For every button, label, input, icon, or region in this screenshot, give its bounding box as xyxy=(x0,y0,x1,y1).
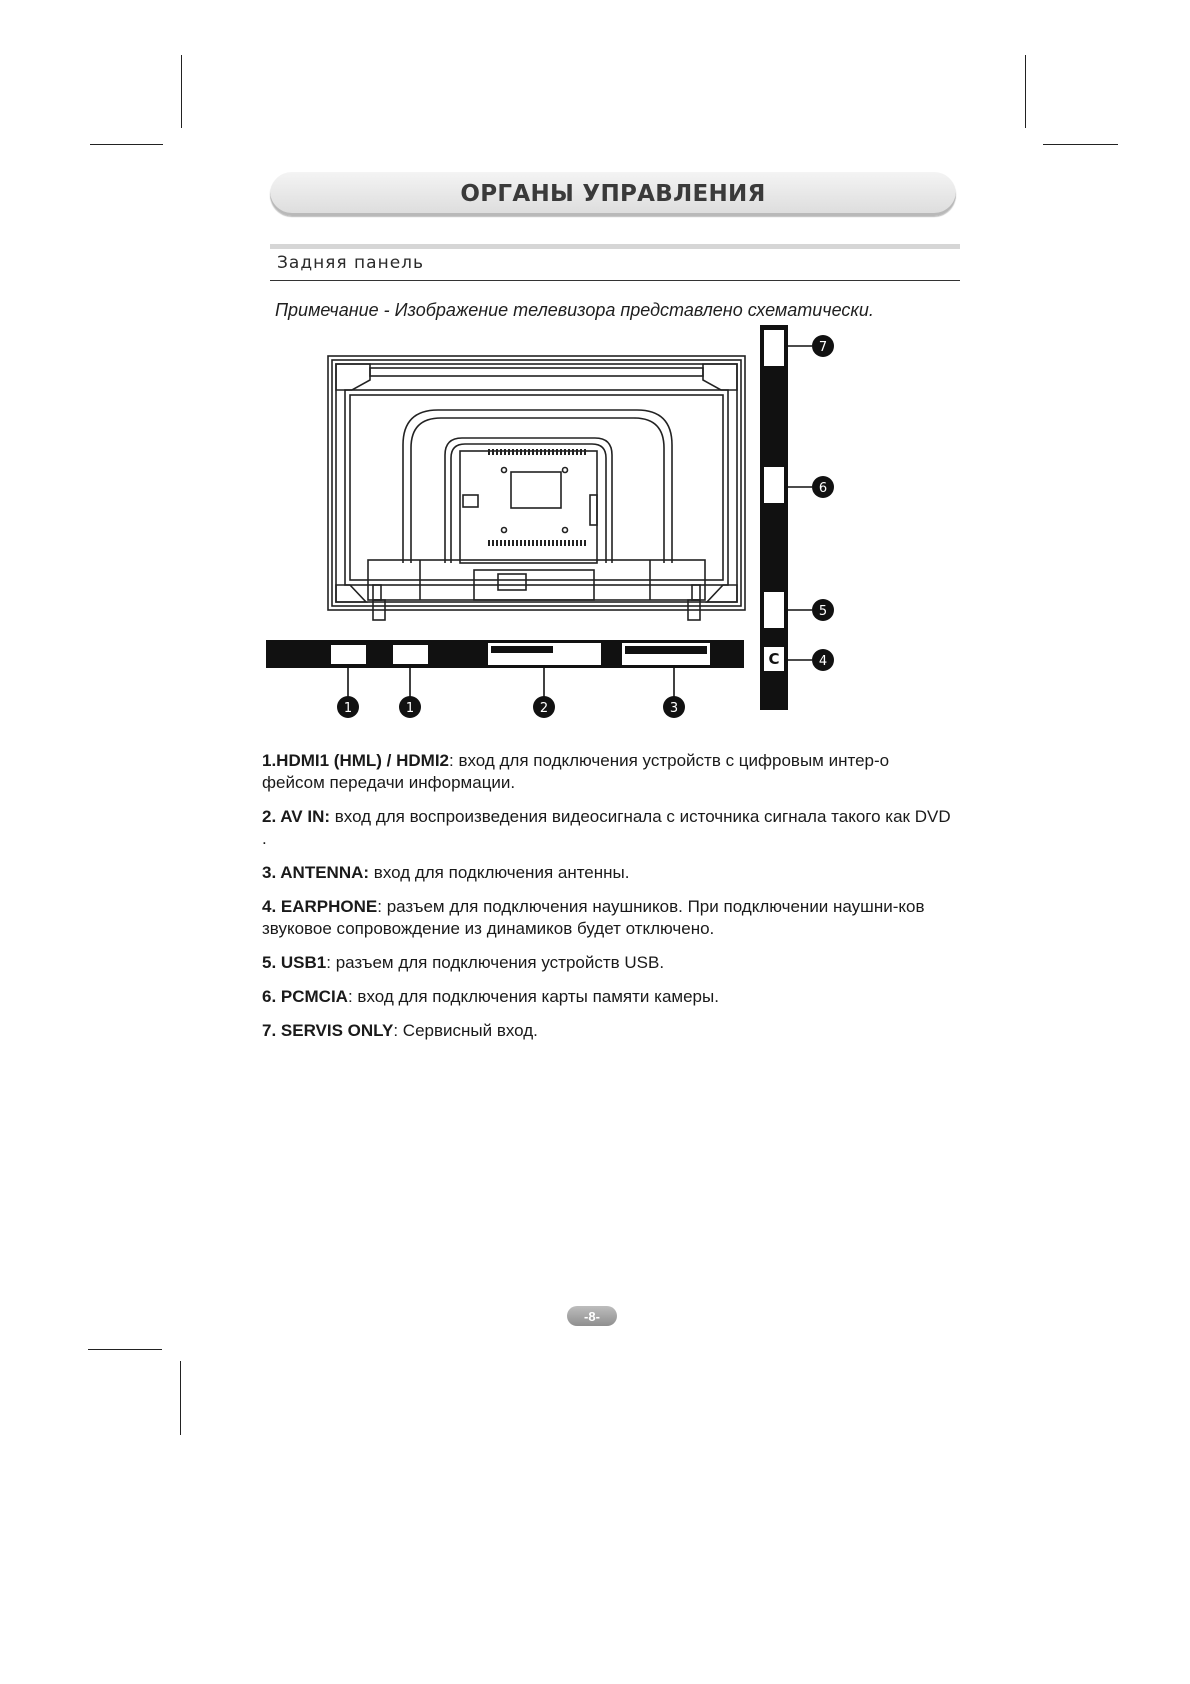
item-term: 1.HDMI1 (HML) / HDMI2 xyxy=(262,751,449,770)
page-title-bar xyxy=(270,172,956,216)
usb-port xyxy=(764,592,784,628)
note-text: Примечание - Изображение телевизора представлено схематически. xyxy=(275,300,874,320)
item-text: Сервисный вход. xyxy=(402,1021,538,1040)
crop-mark xyxy=(181,55,182,128)
list-item: 7. SERVIS ONLY: Сервисный вход. xyxy=(262,1021,538,1040)
item-text: вход для подключения антенны. xyxy=(373,863,630,882)
svg-text:C: C xyxy=(768,650,780,668)
item-term: 6. PCMCIA xyxy=(262,987,348,1006)
list-item: 5. USB1: разъем для подключения устройств USB. xyxy=(262,953,665,972)
crop-mark xyxy=(180,1361,181,1435)
callout-6 xyxy=(812,476,834,498)
list-item: 1.HDMI1 (HML) / HDMI2: вход для подключения устройств с цифровым интер-о фейсом передачи информации. xyxy=(262,751,890,792)
crop-mark xyxy=(90,144,163,145)
item-term: 3. ANTENNA: xyxy=(262,863,370,882)
list-item xyxy=(262,806,952,850)
crop-mark xyxy=(88,1349,162,1350)
crop-mark xyxy=(1025,55,1026,128)
svg-text:4: 4 xyxy=(818,654,828,669)
svg-text:2: 2 xyxy=(539,701,549,716)
item-term: 5. USB1 xyxy=(262,953,327,972)
service-port xyxy=(764,330,784,366)
svg-text:5: 5 xyxy=(818,604,828,619)
tv-rear-diagram xyxy=(255,320,865,730)
hdmi2-port xyxy=(393,645,428,664)
svg-text:7: 7 xyxy=(818,340,828,355)
hdmi1-port xyxy=(331,645,366,664)
section-underline xyxy=(270,280,960,281)
callout-1b xyxy=(399,696,421,718)
page-number: -8- xyxy=(567,1306,617,1326)
list-item: 6. PCMCIA: вход для подключения карты памяти камеры. xyxy=(262,987,719,1006)
section-title: Задняя панель xyxy=(277,253,425,273)
item-text: разъем для подключения наушников. При подключении наушни-ков звуковое сопровождение из динамиков будет отключено. xyxy=(262,897,925,938)
svg-text:1: 1 xyxy=(343,701,353,716)
callout-3 xyxy=(663,696,685,718)
item-term: 7. SERVIS ONLY xyxy=(262,1021,394,1040)
item-text: вход для подключения карты памяти камеры. xyxy=(357,987,719,1006)
list-item: 4. EARPHONE: разъем для подключения наушников. При подключении наушни-ков звуковое сопровождение из динамиков будет отключено. xyxy=(262,897,925,938)
tv-body-outline xyxy=(328,356,745,610)
section-divider xyxy=(270,244,960,249)
pcmcia-port xyxy=(764,467,784,503)
connector-descriptions xyxy=(262,750,952,1054)
callout-2 xyxy=(533,696,555,718)
svg-text:3: 3 xyxy=(669,701,679,716)
item-text: вход для подключения устройств с цифровым интер-о фейсом передачи информации. xyxy=(262,751,890,792)
item-text: разъем для подключения устройств USB. xyxy=(335,953,665,972)
item-term: 4. EARPHONE xyxy=(262,897,378,916)
list-item xyxy=(262,862,952,884)
page-title: ОРГАНЫ УПРАВЛЕНИЯ xyxy=(460,181,766,207)
item-term: 2. AV IN: xyxy=(262,807,331,826)
callout-5 xyxy=(812,599,834,621)
callout-4 xyxy=(812,649,834,671)
callout-1 xyxy=(337,696,359,718)
crop-mark xyxy=(1043,144,1118,145)
svg-text:1: 1 xyxy=(405,701,415,716)
callout-7 xyxy=(812,335,834,357)
svg-text:6: 6 xyxy=(818,481,828,496)
item-text: вход для воспроизведения видеосигнала с источника сигнала такого как DVD . xyxy=(262,807,951,848)
